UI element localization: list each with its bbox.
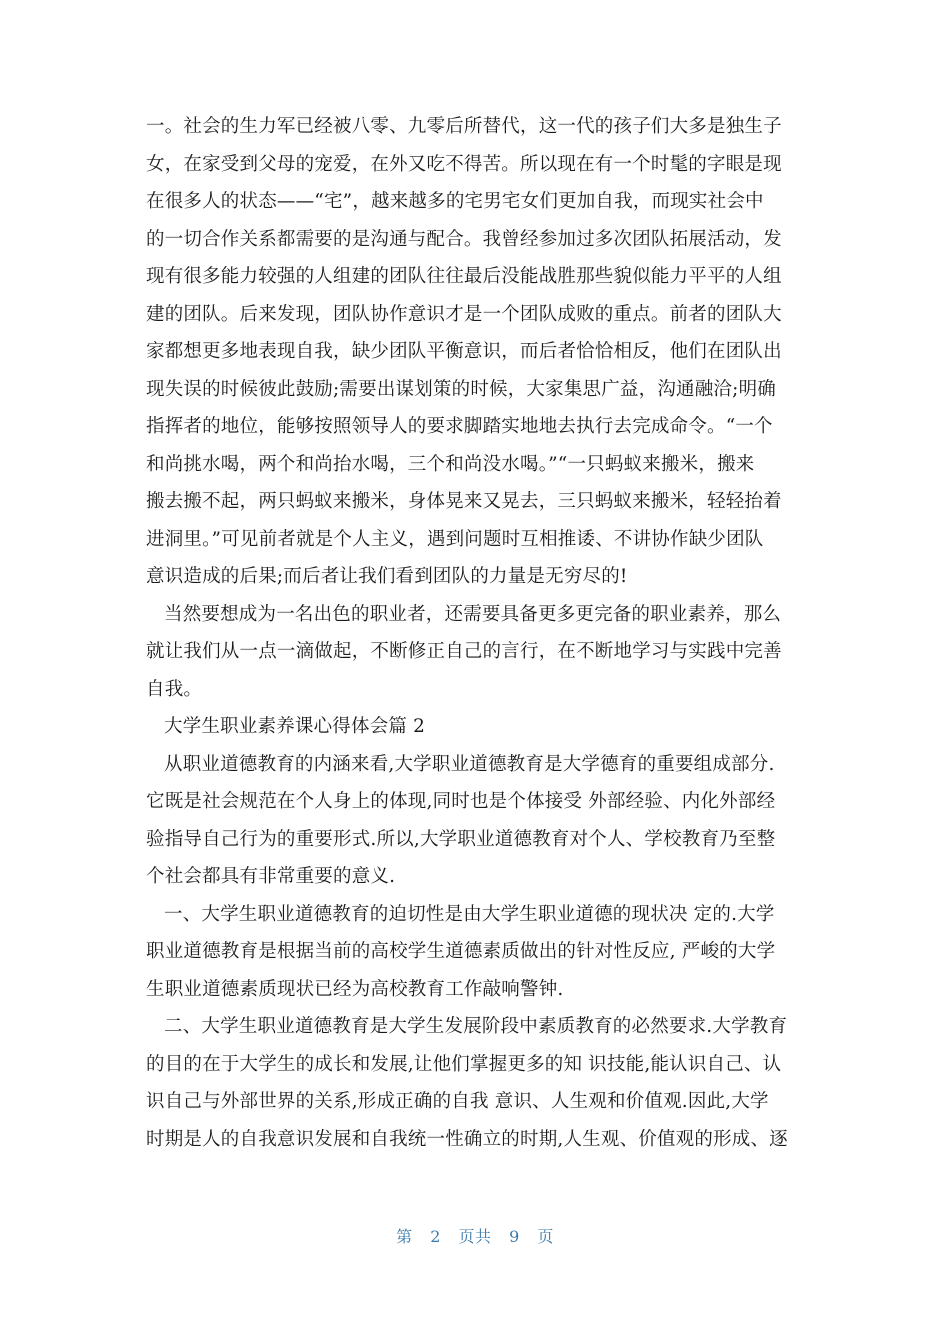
document-body [146, 108, 806, 1158]
text-line: 的目的在于大学生的成长和发展,让他们掌握更多的知 识技能,能认识自己、认 [146, 1053, 782, 1075]
text-line: 现失误的时候彼此鼓励;需要出谋划策的时候，大家集思广益，沟通融洽;明确 [146, 378, 776, 400]
footer-label-ye-gong: 页共 [458, 1227, 492, 1246]
text-line: 职业道德教育是根据当前的高校学生道德素质做出的针对性反应, 严峻的大学 [146, 941, 776, 962]
text-line: 和尚挑水喝，两个和尚抬水喝，三个和尚没水喝。”“一只蚂蚁来搬米，搬来 [146, 453, 755, 475]
text-line: 识自己与外部世界的关系,形成正确的自我 意识、人生观和价值观.因此,大学 [146, 1091, 769, 1112]
text-line: 一、大学生职业道德教育的迫切性是由大学生职业道德的现状决 定的.大学 [164, 903, 775, 925]
text-line: 验指导自己行为的重要形式.所以,大学职业道德教育对个人、学校教育乃至整 [146, 828, 776, 850]
text-line: 就让我们从一点一滴做起，不断修正自己的言行，在不断地学习与实践中完善 [146, 641, 782, 662]
footer-label-di: 第 [396, 1227, 413, 1246]
footer-page-current: 2 [430, 1227, 441, 1246]
text-line: 自我。 [146, 678, 203, 700]
text-line: 进洞里。”可见前者就是个人主义，遇到问题时互相推诿、不讲协作缺少团队 [146, 528, 764, 550]
text-line: 个社会都具有非常重要的意义. [146, 866, 396, 887]
page-footer [0, 1224, 950, 1247]
text-line: 意识造成的后果;而后者让我们看到团队的力量是无穷尽的! [146, 566, 628, 587]
text-line: 生职业道德素质现状已经为高校教育工作敲响警钟. [146, 978, 564, 1000]
text-line: 建的团队。后来发现，团队协作意识才是一个团队成败的重点。前者的团队大 [146, 303, 782, 325]
text-line: 它既是社会规范在个人身上的体现,同时也是个体接受 外部经验、内化外部经 [146, 791, 776, 812]
text-line: 指挥者的地位，能够按照领导人的要求脚踏实地地去执行去完成命令。“一个 [146, 416, 773, 437]
text-line: 时期是人的自我意识发展和自我统一性确立的时期,人生观、价值观的形成、逐 [146, 1128, 788, 1150]
text-line: 女，在家受到父母的宠爱，在外又吃不得苦。所以现在有一个时髦的字眼是现 [146, 153, 782, 175]
text-line: 的一切合作关系都需要的是沟通与配合。我曾经参加过多次团队拓展活动，发 [146, 228, 782, 250]
footer-page-total: 9 [509, 1227, 520, 1246]
text-line: 从职业道德教育的内涵来看,大学职业道德教育是大学德育的重要组成部分. [164, 753, 775, 775]
text-line: 搬去搬不起，两只蚂蚁来搬米，身体晃来又晃去，三只蚂蚁来搬米，轻轻抬着 [146, 491, 782, 512]
text-line: 二、大学生职业道德教育是大学生发展阶段中素质教育的必然要求.大学教育 [164, 1016, 788, 1037]
text-line: 现有很多能力较强的人组建的团队往往最后没能战胜那些貌似能力平平的人组 [146, 266, 782, 287]
section-heading: 大学生职业素养课心得体会篇 2 [164, 716, 426, 737]
footer-label-ye: 页 [537, 1227, 554, 1246]
text-line: 当然要想成为一名出色的职业者，还需要具备更多更完备的职业素养，那么 [164, 603, 782, 625]
text-line: 一。社会的生力军已经被八零、九零后所替代，这一代的孩子们大多是独生子 [146, 116, 782, 137]
text-line: 在很多人的状态——“宅”，越来越多的宅男宅女们更加自我，而现实社会中 [146, 191, 764, 212]
text-line: 家都想更多地表现自我，缺少团队平衡意识，而后者恰恰相反，他们在团队出 [146, 341, 782, 362]
